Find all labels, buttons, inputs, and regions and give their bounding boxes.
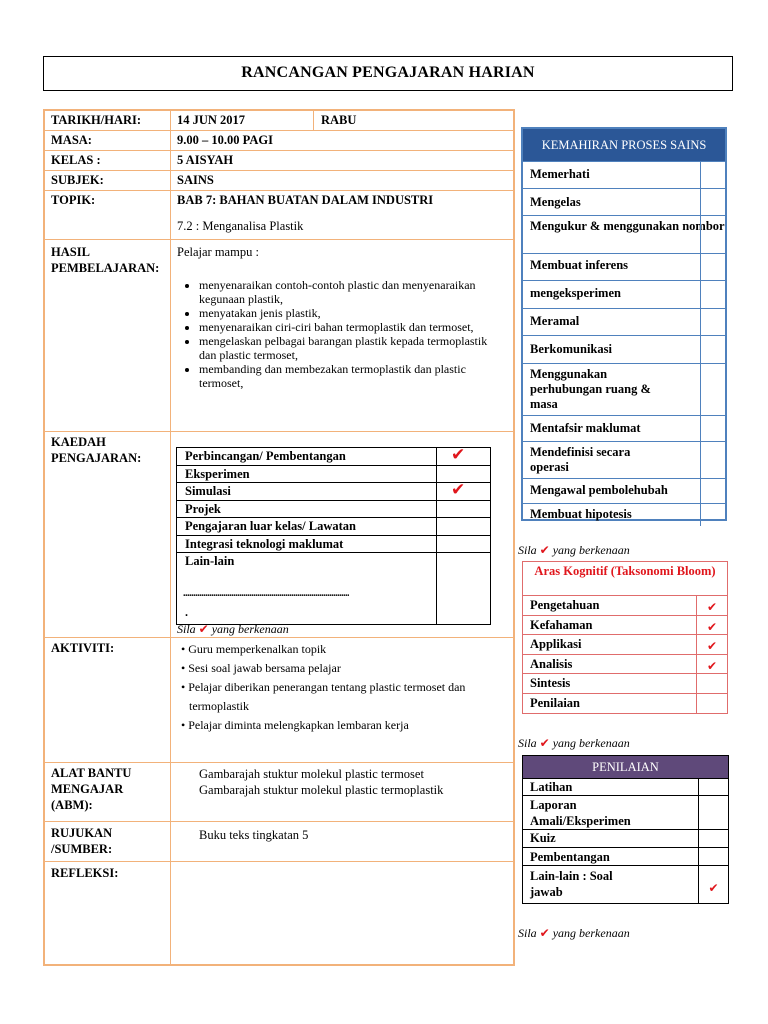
kps-check-cell[interactable] bbox=[700, 504, 725, 526]
aktiviti-label: AKTIVITI: bbox=[51, 641, 115, 655]
kaedah-item-label: Eksperimen bbox=[185, 466, 250, 481]
sila-note-aras bbox=[518, 736, 630, 750]
sila-note-kps bbox=[518, 543, 630, 557]
tick-icon: ✔ bbox=[451, 480, 466, 500]
abm-item: Gambarajah stuktur molekul plastic termoplastik bbox=[199, 783, 444, 797]
kps-item-label: mengeksperimen bbox=[530, 286, 621, 300]
kaedah-row bbox=[177, 445, 490, 466]
hasil-label bbox=[51, 244, 159, 276]
kaedah-check-cell[interactable] bbox=[436, 480, 490, 500]
hasil-label-line-2: PEMBELAJARAN: bbox=[51, 261, 160, 275]
penilaian-row bbox=[523, 778, 728, 795]
kaedah-label-line-1: KAEDAH bbox=[51, 435, 106, 449]
aras-item-label: Sintesis bbox=[530, 676, 571, 690]
kps-item-label: Berkomunikasi bbox=[530, 342, 612, 356]
aras-row bbox=[523, 635, 727, 655]
rujukan-label bbox=[51, 825, 112, 857]
penilaian-item-label: Latihan bbox=[530, 780, 573, 794]
penilaian-row bbox=[523, 829, 728, 847]
aras-item-label: Applikasi bbox=[530, 637, 582, 651]
tarikh-label: TARIKH/HARI: bbox=[51, 113, 142, 127]
kps-item-label: Menggunakan perhubungan ruang & masa bbox=[530, 367, 651, 411]
penilaian-check-cell[interactable] bbox=[698, 830, 728, 847]
kps-check-cell[interactable] bbox=[700, 442, 725, 478]
kps-check-cell[interactable] bbox=[700, 336, 725, 363]
penilaian-row bbox=[523, 865, 728, 903]
list-item: • Pelajar diminta melengkapkan lembaran kerja bbox=[187, 716, 511, 735]
kps-check-cell[interactable] bbox=[700, 189, 725, 215]
kps-row bbox=[523, 336, 725, 364]
kps-row bbox=[523, 189, 725, 216]
aras-row bbox=[523, 655, 727, 675]
kps-row bbox=[523, 216, 725, 254]
aras-check-cell[interactable] bbox=[696, 655, 727, 674]
penilaian-item-label: Pembentangan bbox=[530, 850, 610, 864]
aras-kognitif-table bbox=[522, 561, 728, 714]
kaedah-lain-label: Lain-lain bbox=[185, 554, 235, 568]
kaedah-item-label: Projek bbox=[185, 501, 221, 516]
kaedah-label-line-2: PENGAJARAN: bbox=[51, 451, 142, 465]
row-masa bbox=[45, 131, 513, 151]
kps-item-label: Meramal bbox=[530, 314, 580, 328]
abm-label-line-3: (ABM): bbox=[51, 798, 93, 812]
masa-label: MASA: bbox=[51, 133, 92, 147]
hari-value: RABU bbox=[321, 113, 357, 127]
kelas-value: 5 AISYAH bbox=[177, 153, 234, 167]
aras-check-cell[interactable] bbox=[696, 596, 727, 615]
kaedah-item-label: Perbincangan/ Pembentangan bbox=[185, 449, 346, 463]
aras-item-label: Kefahaman bbox=[530, 617, 593, 632]
kps-item-label: Mengukur & menggunakan nombor bbox=[530, 219, 725, 233]
tick-icon: ✔ bbox=[706, 639, 718, 653]
kps-row bbox=[523, 254, 725, 281]
kaedah-table bbox=[176, 447, 491, 625]
kps-check-cell[interactable] bbox=[700, 364, 725, 415]
row-abm bbox=[45, 763, 513, 822]
kps-row bbox=[523, 162, 725, 189]
kaedah-check-cell[interactable] bbox=[436, 518, 490, 535]
penilaian-check-cell[interactable] bbox=[698, 866, 728, 903]
refleksi-label: REFLEKSI: bbox=[51, 866, 119, 880]
rujukan-value: Buku teks tingkatan 5 bbox=[199, 828, 309, 842]
kaedah-item-label: Integrasi teknologi maklumat bbox=[185, 536, 344, 551]
list-item: • Pelajar diberikan penerangan tentang plastic termoset dan termoplastik bbox=[187, 678, 511, 716]
kps-check-cell[interactable] bbox=[700, 162, 725, 188]
hasil-list bbox=[177, 278, 507, 390]
tarikh-value: 14 JUN 2017 bbox=[177, 113, 246, 127]
kps-check-cell[interactable] bbox=[700, 281, 725, 308]
penilaian-table bbox=[522, 755, 729, 904]
kps-item-label: Mentafsir maklumat bbox=[530, 421, 641, 435]
lain-dots: ................................................................................... bbox=[183, 588, 349, 599]
topik-value: BAB 7: BAHAN BUATAN DALAM INDUSTRI bbox=[177, 193, 434, 207]
kps-header: KEMAHIRAN PROSES SAINS bbox=[523, 129, 725, 162]
kaedah-item-label: Simulasi bbox=[185, 484, 231, 498]
penilaian-item-label: Laporan Amali/Eksperimen bbox=[530, 798, 631, 828]
kps-check-cell[interactable] bbox=[700, 416, 725, 441]
hasil-label-line-1: HASIL bbox=[51, 245, 90, 259]
kelas-label: KELAS : bbox=[51, 153, 101, 167]
tick-icon: ✔ bbox=[539, 543, 550, 557]
abm-label-line-1: ALAT BANTU bbox=[51, 766, 132, 780]
rujukan-label-line-2: /SUMBER: bbox=[51, 842, 113, 856]
topik-label: TOPIK: bbox=[51, 193, 96, 207]
hasil-intro: Pelajar mampu : bbox=[177, 245, 259, 259]
page-title: RANCANGAN PENGAJARAN HARIAN bbox=[43, 56, 733, 91]
sila-prefix: Sila bbox=[177, 622, 196, 636]
kps-row bbox=[523, 416, 725, 442]
kps-item-label: Membuat inferens bbox=[530, 258, 629, 272]
aras-row bbox=[523, 674, 727, 694]
aras-item-label: Pengetahuan bbox=[530, 598, 600, 612]
kaedah-label bbox=[51, 434, 141, 466]
list-item: • Sesi soal jawab bersama pelajar bbox=[187, 659, 511, 678]
row-kelas bbox=[45, 151, 513, 171]
masa-value: 9.00 – 10.00 PAGI bbox=[177, 133, 273, 147]
list-item: • membanding dan membezakan termoplastik dan plastic termoset, bbox=[199, 362, 507, 390]
kaedah-row-lain bbox=[177, 553, 490, 624]
penilaian-row bbox=[523, 795, 728, 829]
subtopik-value: 7.2 : Menganalisa Plastik bbox=[177, 219, 304, 233]
row-aktiviti bbox=[45, 638, 513, 763]
aras-item-label: Analisis bbox=[530, 656, 573, 671]
list-item: • menyenaraikan ciri-ciri bahan termoplastik dan termoset, bbox=[199, 320, 507, 334]
abm-label bbox=[51, 765, 131, 813]
penilaian-check-cell[interactable] bbox=[698, 779, 728, 795]
rujukan-label-line-1: RUJUKAN bbox=[51, 826, 113, 840]
tick-icon: ✔ bbox=[706, 600, 718, 614]
kaedah-check-cell[interactable] bbox=[436, 445, 490, 465]
list-item: • menyatakan jenis plastik, bbox=[199, 306, 507, 320]
kps-item-label: Mengelas bbox=[530, 195, 581, 209]
sila-prefix: Sila bbox=[518, 543, 537, 557]
abm-label-line-2: MENGAJAR bbox=[51, 782, 124, 796]
abm-items bbox=[199, 766, 443, 798]
kaedah-check-cell[interactable] bbox=[436, 501, 490, 518]
kps-check-cell[interactable] bbox=[700, 309, 725, 335]
row-tarikh bbox=[45, 111, 513, 131]
aras-check-cell[interactable] bbox=[696, 694, 727, 714]
kaedah-row bbox=[177, 466, 490, 484]
row-rujukan bbox=[45, 822, 513, 862]
kaedah-row bbox=[177, 518, 490, 536]
list-item: • menyenaraikan contoh-contoh plastic dan menyenaraikan kegunaan plastik, bbox=[199, 278, 507, 306]
kaedah-check-cell[interactable] bbox=[436, 536, 490, 553]
sila-suffix: yang berkenaan bbox=[211, 622, 289, 636]
kaedah-row bbox=[177, 536, 490, 554]
aktiviti-list bbox=[175, 640, 511, 735]
kps-row bbox=[523, 281, 725, 309]
list-item: • Guru memperkenalkan topik bbox=[187, 640, 511, 659]
sila-suffix: yang berkenaan bbox=[552, 926, 630, 940]
kps-table bbox=[521, 127, 727, 521]
tick-icon: ✔ bbox=[706, 658, 718, 673]
kps-check-cell[interactable] bbox=[700, 216, 725, 253]
kps-item-label: Membuat hipotesis bbox=[530, 507, 632, 521]
aras-row bbox=[523, 694, 727, 714]
penilaian-check-cell[interactable] bbox=[698, 848, 728, 865]
kps-row bbox=[523, 364, 725, 416]
sila-prefix: Sila bbox=[518, 926, 537, 940]
kaedah-row bbox=[177, 480, 490, 501]
tick-icon: ✔ bbox=[198, 622, 209, 636]
aras-check-cell[interactable] bbox=[696, 674, 727, 693]
penilaian-header: PENILAIAN bbox=[523, 756, 728, 778]
row-subjek bbox=[45, 171, 513, 191]
lain-dot: . bbox=[185, 605, 188, 619]
kps-row bbox=[523, 309, 725, 336]
kaedah-check-cell[interactable] bbox=[436, 553, 490, 624]
row-topik bbox=[45, 191, 513, 240]
kps-row bbox=[523, 479, 725, 504]
sila-suffix: yang berkenaan bbox=[552, 736, 630, 750]
aras-header: Aras Kognitif (Taksonomi Bloom) bbox=[523, 562, 727, 596]
tick-icon: ✔ bbox=[708, 881, 719, 895]
kps-item-label: Mengawal pembolehubah bbox=[530, 483, 668, 497]
sila-note-penilaian bbox=[518, 926, 630, 940]
kps-check-cell[interactable] bbox=[700, 254, 725, 280]
tick-icon: ✔ bbox=[539, 736, 550, 750]
kps-row bbox=[523, 442, 725, 479]
subjek-label: SUBJEK: bbox=[51, 173, 104, 187]
kaedah-row bbox=[177, 501, 490, 519]
tick-icon: ✔ bbox=[706, 619, 718, 634]
kps-check-cell[interactable] bbox=[700, 479, 725, 503]
row-refleksi bbox=[45, 862, 513, 964]
row-hasil bbox=[45, 240, 513, 432]
tick-icon: ✔ bbox=[539, 926, 550, 940]
aras-row bbox=[523, 596, 727, 616]
list-item: • mengelaskan pelbagai barangan plastik kepada termoplastik dan plastic termoset, bbox=[199, 334, 507, 362]
aras-check-cell[interactable] bbox=[696, 616, 727, 635]
abm-item: Gambarajah stuktur molekul plastic termoset bbox=[199, 767, 424, 781]
penilaian-item-label: Kuiz bbox=[530, 831, 556, 845]
subjek-value: SAINS bbox=[177, 173, 214, 187]
kps-item-label: Mendefinisi secara operasi bbox=[530, 445, 631, 474]
aras-check-cell[interactable] bbox=[696, 635, 727, 654]
penilaian-check-cell[interactable] bbox=[698, 796, 728, 829]
tick-icon: ✔ bbox=[451, 445, 466, 465]
penilaian-row bbox=[523, 847, 728, 865]
sila-prefix: Sila bbox=[518, 736, 537, 750]
kaedah-item-label: Pengajaran luar kelas/ Lawatan bbox=[185, 519, 356, 533]
penilaian-item-label: Lain-lain : Soal jawab bbox=[530, 869, 613, 899]
sila-suffix: yang berkenaan bbox=[552, 543, 630, 557]
kps-row bbox=[523, 504, 725, 526]
kps-item-label: Memerhati bbox=[530, 167, 590, 181]
aras-item-label: Penilaian bbox=[530, 695, 581, 710]
aras-row bbox=[523, 616, 727, 636]
